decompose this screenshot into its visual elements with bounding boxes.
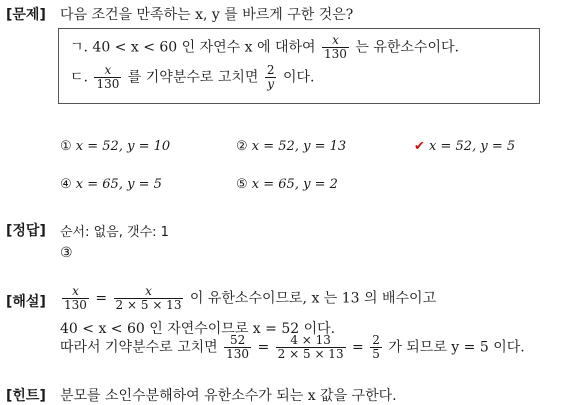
explanation-line-3	[60, 334, 525, 361]
choice-1[interactable]	[60, 139, 170, 154]
choice-text: x = 52, y = 10	[75, 139, 171, 154]
condition-1-fraction	[322, 34, 349, 61]
check-mark-icon: ✔	[414, 139, 425, 154]
condition-1-prefix: ㄱ. 40 < x < 60 인 자연수 x 에 대하여	[70, 39, 316, 56]
condition-2-mid: 를 기약분수로 고치면	[127, 69, 259, 86]
explanation-line-1	[60, 285, 436, 312]
hint-label: [힌트]	[6, 388, 46, 404]
choice-text: x = 65, y = 5	[75, 177, 162, 192]
fraction-numerator: 4 × 13	[290, 333, 331, 347]
equals-sign: =	[95, 290, 108, 307]
equals-sign: =	[257, 339, 270, 356]
problem-label: [문제]	[6, 7, 46, 23]
choice-text: x = 65, y = 2	[251, 177, 338, 192]
explanation-fraction-5	[370, 334, 382, 361]
explanation-label: [해설]	[6, 294, 46, 310]
fraction-numerator: x	[332, 33, 339, 47]
choice-text: x = 52, y = 13	[251, 139, 347, 154]
condition-2-fraction-1	[94, 64, 121, 91]
choice-4[interactable]	[60, 177, 162, 192]
problem-question: 다음 조건을 만족하는 x, y 를 바르게 구한 것은?	[60, 7, 354, 23]
explanation-fraction-1	[62, 285, 89, 312]
condition-2	[70, 64, 314, 91]
fraction-denominator: 2 × 5 × 13	[115, 298, 182, 312]
fraction-numerator: 2	[266, 63, 275, 77]
fraction-numerator: x	[104, 63, 112, 77]
explanation-fraction-3	[224, 334, 251, 361]
hint-text: 분모를 소인수분해하여 유한소수가 되는 x 값을 구한다.	[60, 388, 397, 404]
fraction-denominator: 5	[372, 347, 380, 361]
condition-2-suffix: 이다.	[282, 69, 315, 86]
fraction-denominator: 2 × 5 × 13	[277, 347, 344, 361]
condition-2-fraction-2	[265, 64, 277, 91]
condition-2-prefix: ㄷ.	[70, 69, 88, 86]
answer-label: [정답]	[6, 223, 46, 239]
choice-number: ④	[60, 177, 72, 192]
fraction-numerator: 52	[229, 333, 246, 347]
choice-2[interactable]	[236, 139, 346, 154]
explanation-line-3-suffix: 가 되므로 y = 5 이다.	[388, 339, 525, 356]
answer-line-1: 순서: 없음, 갯수: 1	[60, 225, 169, 240]
fraction-denominator: y	[267, 77, 275, 91]
answer-line-2: ③	[60, 245, 73, 261]
fraction-numerator: x	[145, 284, 152, 298]
explanation-fraction-2	[114, 285, 184, 312]
explanation-line-3-prefix: 따라서 기약분수로 고치면	[60, 339, 218, 356]
equals-sign: =	[352, 339, 364, 356]
choice-number: ⑤	[236, 177, 248, 192]
explanation-line-2: 40 < x < 60 인 자연수이므로 x = 52 이다.	[60, 321, 336, 337]
choice-number: ②	[236, 139, 248, 154]
choice-number: ①	[60, 139, 72, 154]
condition-1-suffix: 는 유한소수이다.	[355, 39, 459, 56]
fraction-numerator: x	[72, 284, 79, 298]
fraction-denominator: 130	[324, 47, 347, 61]
explanation-fraction-4	[276, 334, 346, 361]
choice-3[interactable]	[414, 139, 515, 154]
choice-5[interactable]	[236, 177, 338, 192]
choice-text: x = 52, y = 5	[429, 139, 516, 154]
fraction-denominator: 130	[64, 298, 87, 312]
fraction-numerator: 2	[372, 333, 380, 347]
fraction-denominator: 130	[226, 347, 250, 361]
explanation-line-1-suffix: 이 유한소수이므로, x 는 13 의 배수이고	[189, 290, 437, 307]
condition-1	[70, 34, 459, 61]
fraction-denominator: 130	[96, 77, 120, 91]
